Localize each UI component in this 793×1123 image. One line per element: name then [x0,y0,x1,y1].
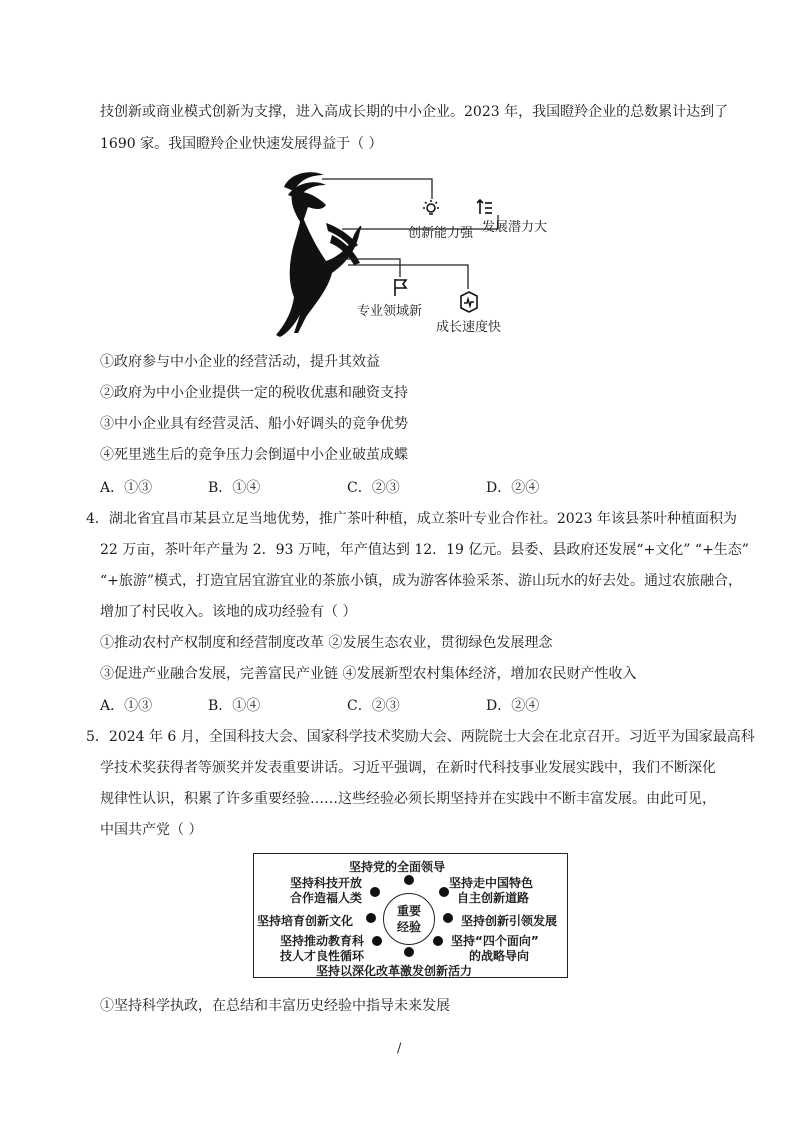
exp-lower-right-1: 坚持“四个面向” [451,934,539,948]
lightbulb-icon [422,199,440,217]
exp-dot-upper-left [370,887,380,897]
exp-lower-left-2: 技人才良性循环 [280,949,365,963]
label-innovation: 创新能力强 [408,226,474,241]
q4-option-b[interactable]: B．①④ [208,698,261,714]
q3-statement-4: ④死里逃生后的竞争压力会倒逼中小企业破茧成蝶 [100,447,408,463]
exp-dot-bottom [404,947,414,957]
q4-line-2: 22 万亩，茶叶年产量为 2．93 万吨，年产值达到 12．19 亿元。县委、县政府还发展“+文化” “+生态” [100,542,749,558]
exp-dot-upper-right [439,887,449,897]
q5-statement-1: ①坚持科学执政，在总结和丰富历史经验中指导未来发展 [100,998,450,1014]
q3-intro-line-1: 技创新或商业模式创新为支撑，进入高成长期的中小企业。2023 年，我国瞪羚企业的总数累计达到了 [100,104,729,120]
q4-option-d[interactable]: D．②④ [486,698,540,714]
q5-line-1: 5．2024 年 6 月，全国科技大会、国家科学技术奖励大会、两院院士大会在北京召开。习近平为国家最高科 [86,729,755,745]
exp-lower-left-1: 坚持推动教育科 [280,934,365,948]
exp-mid-left: 坚持培育创新文化 [257,914,354,928]
exp-top: 坚持党的全面领导 [349,860,446,874]
q3-statement-1: ①政府参与中小企业的经营活动，提升其效益 [100,354,380,370]
exp-upper-left-2: 合作造福人类 [290,891,363,905]
label-potential: 发展潜力大 [482,220,548,235]
label-growth: 成长速度快 [436,320,502,335]
q4-line-4: 增加了村民收入。该地的成功经验有（ ） [100,604,357,620]
q3-intro-line-2: 1690 家。我国瞪羚企业快速发展得益于（ ） [100,136,383,152]
exp-mid-right: 坚持创新引领发展 [461,914,558,928]
q4-line-3: “+旅游”模式，打造宜居宜游宜业的茶旅小镇，成为游客体验采茶、游山玩水的好去处。通过农旅融合， [100,573,743,589]
q4-option-c[interactable]: C．②③ [347,698,400,714]
exp-dot-lower-right [433,936,443,946]
exp-upper-right-2: 自主创新道路 [457,891,530,905]
exp-dot-right [443,913,453,923]
q4-option-a[interactable]: A．①③ [100,698,153,714]
page-mark: / [397,1041,402,1056]
exp-center-1: 重要 [396,904,421,918]
q5-line-3: 规律性认识，积累了许多重要经验……这些经验必须长期坚持并在实践中不断丰富发展。由此可见， [100,791,716,807]
q3-option-c[interactable]: C．②③ [347,480,400,496]
q5-line-2: 学技术奖获得者等颁奖并发表重要讲话。习近平强调，在新时代科技事业发展实践中，我们不断深化 [100,760,716,776]
q4-statements-row-1: ①推动农村产权制度和经营制度改革 ②发展生态农业，贯彻绿色发展理念 [100,635,553,651]
q3-option-a[interactable]: A．①③ [100,480,153,496]
exp-dot-left [366,913,376,923]
flag-icon [392,277,410,297]
exp-upper-left-1: 坚持科技开放 [290,876,363,890]
exp-upper-right-1: 坚持走中国特色 [449,876,534,890]
q3-statement-3: ③中小企业具有经营灵活、船小好调头的竞争优势 [100,416,408,432]
q3-option-b[interactable]: B．①④ [208,480,261,496]
q4-line-1: 4．湖北省宜昌市某县立足当地优势，推广茶叶种植，成立茶叶专业合作社。2023 年该县茶叶种植面积为 [86,511,737,527]
exp-dot-lower-left [372,936,382,946]
q3-option-d[interactable]: D．②④ [486,480,540,496]
q4-statements-row-2: ③促进产业融合发展，完善富民产业链 ④发展新型农村集体经济，增加农民财产性收入 [100,666,637,682]
growth-arrow-icon [476,198,494,216]
exp-center-2: 经验 [396,920,421,934]
exp-dot-top [404,875,414,885]
exp-bottom: 坚持以深化改革激发创新活力 [316,964,473,978]
q5-line-4: 中国共产党（ ） [100,822,203,838]
label-specialized: 专业领域新 [357,304,423,319]
q3-statement-2: ②政府为中小企业提供一定的税收优惠和融资支持 [100,385,408,401]
pulse-badge-icon [458,291,480,313]
exp-lower-right-2: 的战略导向 [469,949,530,963]
